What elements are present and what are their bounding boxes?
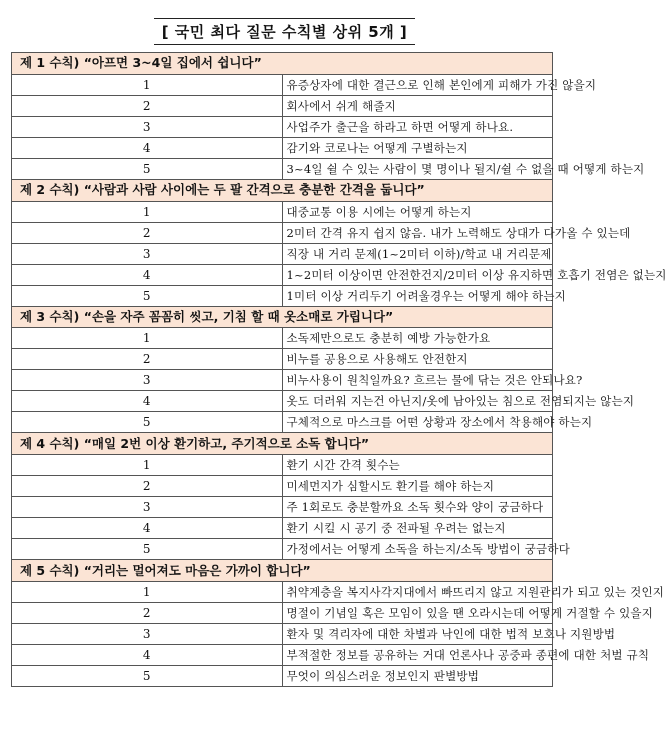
row-number: 1 (12, 74, 283, 95)
row-number: 5 (12, 412, 283, 433)
table-row (12, 623, 553, 644)
row-number: 2 (12, 476, 283, 497)
table-row (12, 412, 553, 433)
question-text: 비누사용이 원칙일까요? 흐르는 물에 닦는 것은 안되나요? (282, 370, 553, 391)
table-row (12, 95, 553, 116)
question-text: 유증상자에 대한 결근으로 인해 본인에게 피해가 가진 않을지 (282, 74, 553, 95)
row-number: 4 (12, 644, 283, 665)
question-text: 사업주가 출근을 하라고 하면 어떻게 하나요. (282, 116, 553, 137)
row-number: 3 (12, 623, 283, 644)
question-text: 환기 시킬 시 공기 중 전파될 우려는 없는지 (282, 518, 553, 539)
row-number: 5 (12, 158, 283, 179)
question-text: 옷도 더러워 지는건 아닌지/옷에 남아있는 침으로 전염되지는 않는지 (282, 391, 553, 412)
question-text: 명절이 기념일 혹은 모임이 있을 땐 오라시는데 어떻게 거절할 수 있을지 (282, 602, 553, 623)
row-number: 3 (12, 370, 283, 391)
document-title: [ 국민 최다 질문 수칙별 상위 5개 ] (154, 18, 416, 45)
row-number: 1 (12, 328, 283, 349)
question-text: 구체적으로 마스크를 어떤 상황과 장소에서 착용해야 하는지 (282, 412, 553, 433)
rules-table-body (12, 53, 667, 687)
table-row (12, 581, 553, 602)
question-text: 회사에서 쉬게 해줄지 (282, 95, 553, 116)
table-row (12, 222, 553, 243)
row-number: 2 (12, 222, 283, 243)
question-text: 미세먼지가 심할시도 환기를 해야 하는지 (282, 476, 553, 497)
table-row (12, 539, 553, 560)
row-number: 1 (12, 581, 283, 602)
section-heading: 제 2 수칙) “사람과 사람 사이에는 두 팔 간격으로 충분한 간격을 둡니다” (12, 179, 553, 201)
table-row (12, 137, 553, 158)
table-row (12, 476, 553, 497)
table-row (12, 644, 553, 665)
section-heading-row (12, 53, 553, 75)
row-number: 3 (12, 116, 283, 137)
row-number: 2 (12, 95, 283, 116)
table-row (12, 602, 553, 623)
question-text: 취약계층을 복지사각지대에서 빠뜨리지 않고 지원관리가 되고 있는 것인지 (282, 581, 553, 602)
table-row (12, 497, 553, 518)
question-text: 무엇이 의심스러운 정보인지 판별방법 (282, 665, 553, 686)
table-row (12, 285, 553, 306)
section-heading-row (12, 560, 553, 582)
question-text: 감기와 코로나는 어떻게 구별하는지 (282, 137, 553, 158)
question-text: 주 1회로도 충분할까요 소독 횟수와 양이 궁금하다 (282, 497, 553, 518)
row-number: 3 (12, 243, 283, 264)
table-row (12, 349, 553, 370)
row-number: 5 (12, 665, 283, 686)
question-text: 비누를 공용으로 사용해도 안전한지 (282, 349, 553, 370)
table-row (12, 243, 553, 264)
title-wrap (0, 18, 569, 45)
table-row (12, 116, 553, 137)
row-number: 4 (12, 391, 283, 412)
question-text: 환자 및 격리자에 대한 차별과 낙인에 대한 법적 보호나 지원방법 (282, 623, 553, 644)
question-text: 부적절한 정보를 공유하는 거대 언론사나 공중파 종편에 대한 처벌 규칙 (282, 644, 553, 665)
section-heading-row (12, 433, 553, 455)
question-text: 직장 내 거리 문제(1~2미터 이하)/학교 내 거리문제 (282, 243, 553, 264)
rules-table (11, 52, 667, 687)
question-text: 2미터 간격 유지 쉽지 않음. 내가 노력해도 상대가 다가올 수 있는데 (282, 222, 553, 243)
table-row (12, 264, 553, 285)
table-row (12, 328, 553, 349)
row-number: 2 (12, 602, 283, 623)
row-number: 3 (12, 497, 283, 518)
section-heading: 제 1 수칙) “아프면 3~4일 집에서 쉽니다” (12, 53, 553, 75)
question-text: 1~2미터 이상이면 안전한건지/2미터 이상 유지하면 호흡기 전염은 없는지 (282, 264, 553, 285)
table-row (12, 158, 553, 179)
section-heading-row (12, 179, 553, 201)
row-number: 2 (12, 349, 283, 370)
question-text: 3~4일 쉴 수 있는 사람이 몇 명이나 될지/쉴 수 없을 때 어떻게 하는지 (282, 158, 553, 179)
row-number: 1 (12, 455, 283, 476)
table-row (12, 201, 553, 222)
table-row (12, 74, 553, 95)
question-text: 대중교통 이용 시에는 어떻게 하는지 (282, 201, 553, 222)
section-heading: 제 5 수칙) “거리는 멀어져도 마음은 가까이 합니다” (12, 560, 553, 582)
question-text: 환기 시간 간격 횟수는 (282, 455, 553, 476)
section-heading: 제 3 수칙) “손을 자주 꼼꼼히 씻고, 기침 할 때 옷소매로 가립니다” (12, 306, 553, 328)
section-heading: 제 4 수칙) “매일 2번 이상 환기하고, 주기적으로 소독 합니다” (12, 433, 553, 455)
row-number: 4 (12, 264, 283, 285)
row-number: 5 (12, 285, 283, 306)
row-number: 5 (12, 539, 283, 560)
table-row (12, 391, 553, 412)
row-number: 1 (12, 201, 283, 222)
question-text: 소독제만으로도 충분히 예방 가능한가요 (282, 328, 553, 349)
question-text: 1미터 이상 거리두기 어려울경우는 어떻게 해야 하는지 (282, 285, 553, 306)
table-row (12, 370, 553, 391)
row-number: 4 (12, 518, 283, 539)
table-row (12, 455, 553, 476)
row-number: 4 (12, 137, 283, 158)
section-heading-row (12, 306, 553, 328)
table-row (12, 518, 553, 539)
table-row (12, 665, 553, 686)
question-text: 가정에서는 어떻게 소독을 하는지/소독 방법이 궁금하다 (282, 539, 553, 560)
